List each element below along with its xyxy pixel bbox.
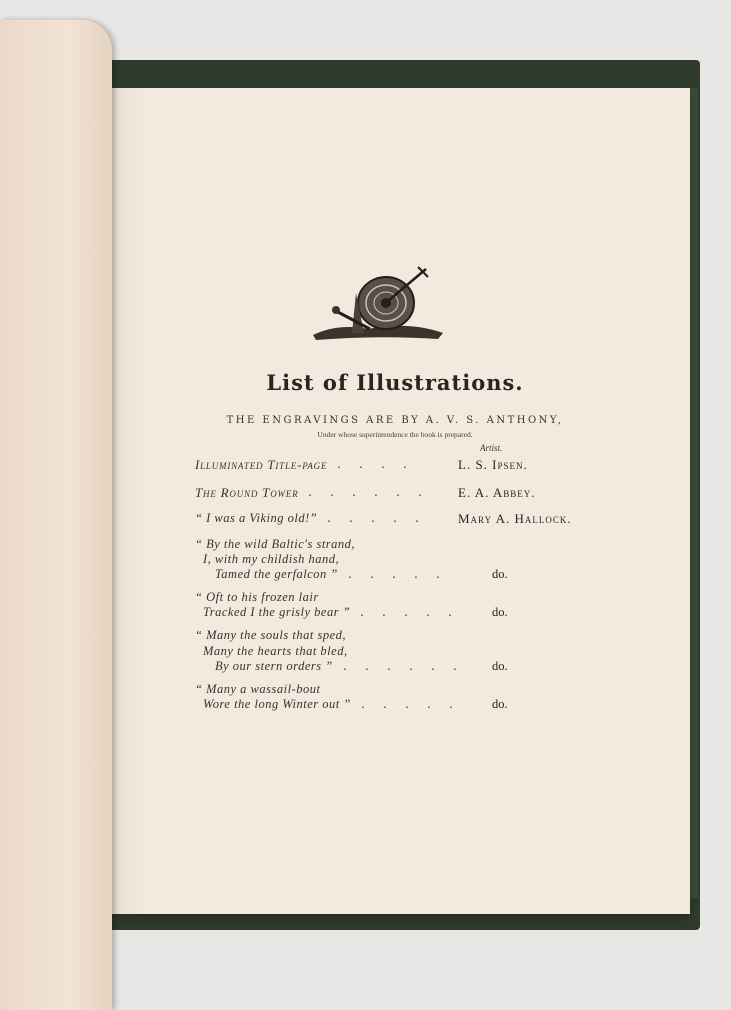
entry-artist: do. bbox=[492, 605, 508, 619]
leader-dots: . . . . . bbox=[348, 567, 440, 581]
entry-title-line: “ Many the souls that sped, bbox=[195, 628, 346, 642]
engravers-line: THE ENGRAVINGS ARE BY A. V. S. ANTHONY, bbox=[226, 415, 564, 426]
leader-dots: . . . . bbox=[337, 457, 407, 471]
entry-artist: do. bbox=[492, 567, 508, 581]
entry-title-line: Many the hearts that bled, bbox=[203, 644, 348, 658]
entry-title-line: “ I was a Viking old!” bbox=[195, 511, 318, 525]
entry-artist: do. bbox=[492, 697, 508, 711]
right-page bbox=[100, 88, 690, 914]
left-page bbox=[0, 20, 112, 1010]
entry-title-line: The Round Tower bbox=[195, 485, 299, 500]
entry-title-line: Tamed the gerfalcon ” bbox=[215, 567, 338, 581]
entry-artist: L. S. Ipsen. bbox=[458, 457, 528, 472]
page-title: List of Illustrations. bbox=[266, 370, 524, 395]
leader-dots: . . . . . bbox=[360, 605, 452, 619]
entry-title-line: “ By the wild Baltic's strand, bbox=[195, 537, 356, 551]
leader-dots: . . . . . . bbox=[308, 485, 422, 499]
entry-artist: Mary A. Hallock. bbox=[458, 511, 572, 526]
entry-title-line: Tracked I the grisly bear ” bbox=[203, 605, 351, 619]
entry-title-line: Wore the long Winter out ” bbox=[203, 697, 351, 711]
entry-title-line: “ Many a wassail-bout bbox=[195, 682, 321, 696]
shield-sword-vignette-icon bbox=[308, 263, 448, 343]
leader-dots: . . . . . bbox=[361, 697, 453, 711]
superintendence-line: Under whose superintendence the book is prepared. bbox=[317, 430, 473, 439]
entry-title-line: By our stern orders ” bbox=[215, 659, 333, 673]
entry-title-line: Illuminated Title-page bbox=[195, 457, 328, 472]
leader-dots: . . . . . . bbox=[343, 659, 457, 673]
entry-title-line: “ Oft to his frozen lair bbox=[195, 590, 319, 604]
entry-title-line: I, with my childish hand, bbox=[203, 552, 340, 566]
entry-artist: E. A. Abbey. bbox=[458, 485, 536, 500]
leader-dots: . . . . . bbox=[327, 511, 419, 525]
entry-artist: do. bbox=[492, 659, 508, 673]
artist-heading: Artist. bbox=[480, 443, 503, 453]
